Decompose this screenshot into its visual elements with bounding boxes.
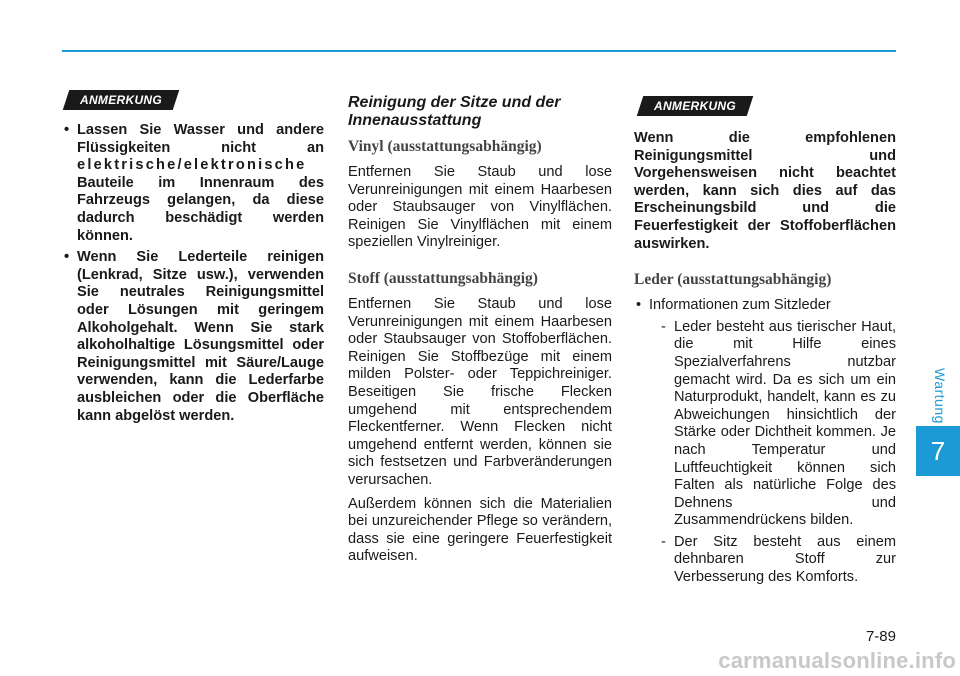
note-paragraph: Wenn die empfohlenen Reinigungsmittel und Vorgehensweisen nicht beachtet werden, kann sich dies auf das Erscheinungsbild und die Feuerfestigkeit der Stoffoberflächen auswirken. [634,130,896,252]
stoff-paragraph-2: Außerdem können sich die Materialien bei unzureichender Pflege so verändern, dass sie eine geringere Feuerfestigkeit aufweisen. [348,495,612,565]
left-column [62,90,324,429]
bullet-text-part: Lassen Sie Wasser und andere Flüssigkeiten nicht an [77,122,324,156]
stoff-paragraph-1: Entfernen Sie Staub und lose Verunreinigungen mit einem Haarbesen oder Staubsauger von Stoffoberflächen. Reinigen Sie Stoffbezüge mit einem milden Polster- oder Teppichreiniger. Beseitigen Sie frische Flecken umgehend mit entsprechendem Fleckentferner. Wenn Flecken nicht umgehend entfernt werden, können sie sich festsetzen und Farbveränderungen verursachen. [348,295,612,488]
page-number: 7-89 [865,628,896,645]
chapter-tab: 7 [916,426,960,476]
chapter-label: Wartung [932,368,948,424]
middle-column [348,94,612,566]
bullet-text-spaced: elektrische/elektronische [77,157,307,174]
bullet-text-part: Bauteile im Innenraum des Fahrzeugs gelangen, da diese dadurch beschädigt werden können. [77,174,324,244]
right-column [634,96,896,591]
dash-list [659,319,896,587]
header-rule [62,50,896,52]
note-bullet-list [62,122,324,425]
list-item: • Wenn Sie Lederteile reinigen (Lenkrad, Sitze usw.), verwenden Sie neutrales Reinigungsmittel oder Lösungen mit geringem Alkoholgehalt. Wenn Sie stark alkoholhaltige Lösungsmittel oder Reinigungsmittel mit Säure/Lauge verwenden, kann die Lederfarbe ausbleichen oder die Oberfläche kann abgelöst werden. [62,249,324,425]
section-title: Reinigung der Sitze und der Innenausstattung [348,94,561,129]
list-item [634,297,896,587]
subheading-stoff: Stoff (ausstattungsabhängig) [348,269,538,287]
dash-item: - Leder besteht aus tierischer Haut, die mit Hilfe eines Spezialverfahrens nutzbar gemacht wird. Da es sich um ein Naturprodukt, handelt, kann es zu Abweichungen hinsichtlich der Stärke oder Dichtheit kommen. Je nach Temperatur und Luftfeuchtigkeit können sich Falten als natürliche Folge des Dehnens und Zusammendrückens bilden. [659,319,896,530]
leder-bullet-list [634,297,896,587]
vinyl-paragraph: Entfernen Sie Staub und lose Verunreinigungen mit einem Haarbesen oder Staubsauger von Vinylflächen. Reinigen Sie Vinylflächen mit einem speziellen Vinylreiniger. [348,164,612,251]
dash-item: - Der Sitz besteht aus einem dehnbaren Stoff zur Verbesserung des Komforts. [659,534,896,587]
bullet-text: Informationen zum Sitzleder [649,297,831,314]
list-item [62,122,324,245]
watermark: carmanualsonline.info [718,648,956,673]
subheading-vinyl: Vinyl (ausstattungsabhängig) [348,138,542,155]
note-badge: ANMERKUNG [66,90,176,110]
subheading-leder: Leder (ausstattungsabhängig) [634,271,832,289]
note-badge: ANMERKUNG [640,96,750,116]
